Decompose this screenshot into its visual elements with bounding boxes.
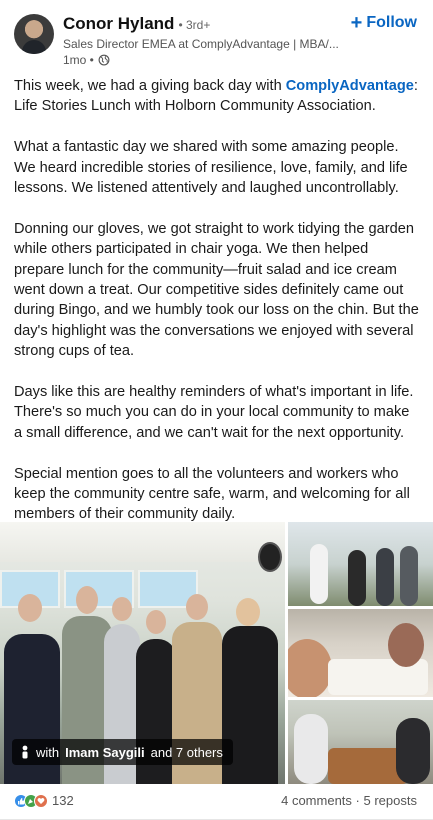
social-counts-bar: [0, 784, 433, 820]
photo-figure: [388, 623, 424, 667]
reposts-count-link[interactable]: 5 reposts: [363, 793, 417, 808]
post-text: This week, we had a giving back day with: [14, 78, 286, 94]
post-paragraph: Donning our gloves, we got straight to work tidying the garden while others participated in chair yoga. We then helped prepare lunch for the community—fruit salad and ice cream went down a treat. Our competitive sides definitely came out during Bingo, and we humbly took our loss on the chin. But the day's highlight was the conversations we enjoyed with several strong cups of tea.: [14, 220, 419, 360]
author-name[interactable]: Conor Hyland: [63, 14, 175, 33]
tag-suffix: and 7 others: [150, 744, 223, 760]
author-avatar[interactable]: [14, 14, 54, 54]
post-meta: [63, 53, 110, 67]
photo-person-head: [112, 597, 132, 621]
photo-ceiling: [0, 522, 285, 562]
follow-button[interactable]: [351, 14, 417, 32]
photo-figure: [376, 548, 394, 606]
photo-figure: [396, 718, 430, 784]
post-body: [14, 76, 420, 545]
photo-figure: [288, 639, 332, 697]
post-header: [0, 0, 433, 72]
follow-label: Follow: [366, 14, 417, 31]
wall-clock: [258, 542, 282, 572]
photo-person-head: [76, 586, 98, 614]
post-paragraph: [14, 76, 420, 117]
photo-person-head: [236, 598, 260, 626]
tag-prefix: with: [36, 744, 60, 760]
group-photo[interactable]: [0, 522, 285, 784]
person-icon: [20, 745, 30, 759]
stats-separator: ·: [355, 793, 360, 808]
tagged-person-name: Imam Saygili: [65, 744, 145, 760]
photo-figure: [294, 714, 328, 784]
author-line: [63, 14, 210, 34]
comments-count-link[interactable]: 4 comments: [281, 793, 352, 808]
photo-figure: [310, 544, 328, 604]
love-icon: [34, 794, 48, 808]
post-paragraph: Special mention goes to all the volunteers and workers who keep the community centre safe, warm, and welcoming for all members of their community daily.: [14, 465, 410, 523]
connection-degree: • 3rd+: [178, 18, 211, 32]
garden-photo[interactable]: [288, 522, 433, 606]
post-media-grid: [0, 522, 433, 784]
author-headline: Sales Director EMEA at ComplyAdvantage | MBA/...: [63, 37, 339, 51]
post-time: 1mo •: [63, 53, 94, 67]
plus-icon: +: [350, 12, 363, 34]
photo-figure: [348, 550, 366, 606]
reactions-summary[interactable]: [14, 793, 74, 808]
company-mention-link[interactable]: ComplyAdvantage: [285, 78, 414, 94]
globe-icon: [98, 54, 110, 66]
photo-person-head: [186, 594, 208, 620]
tagged-people-button[interactable]: [12, 739, 233, 765]
reaction-count: 132: [52, 793, 74, 808]
engagement-stats: [281, 793, 417, 808]
lunch-photo[interactable]: [288, 609, 433, 697]
post-paragraph: What a fantastic day we shared with some amazing people. We heard incredible stories of resilience, love, family, and life lessons. We listened attentively and laughed uncontrollably.: [14, 139, 408, 197]
post-paragraph: Days like this are healthy reminders of what's important in life. There's so much you can do in your local community to make a small difference, and we can't wait for the next opportunity.: [14, 384, 414, 441]
photo-figure: [400, 546, 418, 606]
photo-person-head: [18, 594, 42, 622]
post-text: : Life Stories Lunch with Holborn Community Association.: [14, 78, 418, 115]
cooking-photo[interactable]: [288, 700, 433, 784]
photo-person-head: [146, 610, 166, 634]
